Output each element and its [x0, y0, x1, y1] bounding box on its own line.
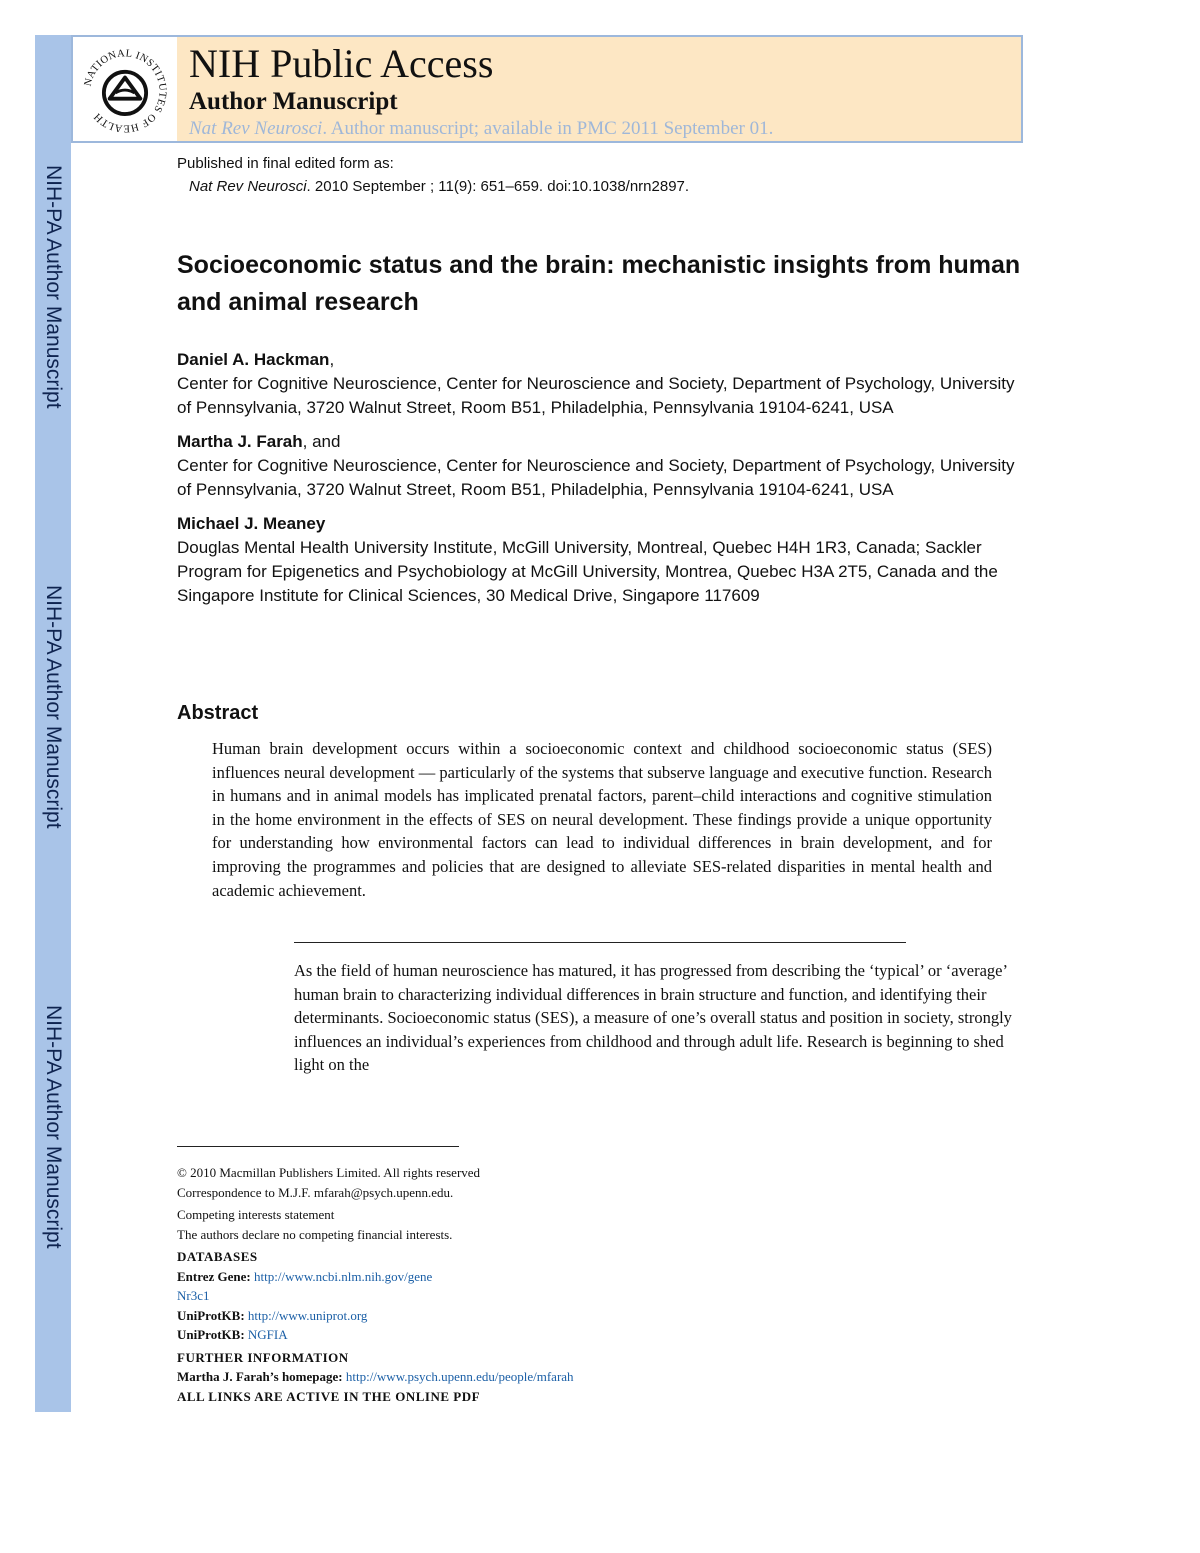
nih-logo-icon: [77, 43, 173, 139]
abstract-text: Human brain development occurs within a socioeconomic context and childhood socioeconomic status (SES) influences neural development — particularly of the systems that subserve language and executive function. Research in humans and in animal models has implicated prenatal factors, parent–child interactions and cognitive stimulation in the home environment in the effects of SES on neural development. These findings provide a unique opportunity for understanding how environmental factors can lead to individual differences in brain development, and for improving the programmes and policies that are designed to alleviate SES-related disparities in mental health and academic achievement.: [212, 739, 992, 900]
competing-text: The authors declare no competing financial interests.: [177, 1226, 453, 1242]
copyright-note: © 2010 Macmillan Publishers Limited. All rights reserved: [177, 1165, 481, 1180]
header-box: [71, 35, 1023, 143]
entrez-link[interactable]: http://www.ncbi.nlm.nih.gov/gene: [254, 1268, 433, 1284]
header-banner: [177, 37, 1021, 141]
ngfia-link[interactable]: NGFIA: [247, 1327, 288, 1342]
databases-heading: DATABASES: [177, 1249, 258, 1264]
publication-info: Published in final edited form as: Nat Rev Neurosci. 2010 September ; 11(9): 651–659. doi:10.1038/nrn2897.: [177, 155, 690, 195]
svg-text:NATIONAL INSTITUTES OF HEALTH: NATIONAL INSTITUTES OF HEALTH: [82, 48, 168, 134]
author-affiliation: Douglas Mental Health University Institute, McGill University, Montreal, Quebec H4H 1R3, Canada; Sackler Program for Epigenetics and Psychobiology at McGill University, Montrea, Quebec H3A 2T5, Canada and the Singapore Institute for Clinical Sciences, 30 Medical Drive, Singapore 117609: [177, 538, 998, 605]
further-info-heading: FURTHER INFORMATION: [177, 1349, 349, 1365]
article-title: Socioeconomic status and the brain: mechanistic insights from human and animal research: [177, 251, 1021, 316]
author-entry: Martha J. Farah, and Center for Cognitive Neuroscience, Center for Neuroscience and Society, Department of Psychology, University of Pennsylvania, 3720 Walnut Street, Room B51, Philadelphia, Pennsylvania 19104-6241, USA: [177, 430, 1017, 502]
footnotes: © 2010 Macmillan Publishers Limited. All rights reserved Correspondence to M.J.F. mfarah@psych.upenn.edu. Competing interests statement The authors declare no competing financial interests. DATABASES Entrez Gene: http://www.ncbi.nlm.nih.gov/gene Nr3c1 UniProtKB: http://www.uniprot.org UniProtKB: NGFIA FURTHER INFORMATION Martha J. Farah’s homepage: http://www.psych.upenn.edu/people/mfarah ALL LINKS ARE ACTIVE IN THE ONLINE PDF: [177, 1163, 877, 1406]
nr3c1-link[interactable]: Nr3c1: [177, 1288, 210, 1303]
author-list: [177, 348, 1017, 618]
author-affiliation: Center for Cognitive Neuroscience, Center for Neuroscience and Society, Department of Psychology, University of Pennsylvania, 3720 Walnut Street, Room B51, Philadelphia, Pennsylvania 19104-6241, USA: [177, 456, 1015, 499]
author-entry: Michael J. Meaney Douglas Mental Health University Institute, McGill University, Montreal, Quebec H4H 1R3, Canada; Sackler Program for Epigenetics and Psychobiology at McGill University, Montrea, Quebec H3A 2T5, Canada and the Singapore Institute for Clinical Sciences, 30 Medical Drive, Singapore 117609: [177, 512, 1017, 608]
nih-public-access-title: NIH Public Access: [189, 41, 494, 86]
homepage-link[interactable]: http://www.psych.upenn.edu/people/mfarah: [345, 1369, 574, 1384]
footnote-divider: [177, 1146, 459, 1147]
links-note: ALL LINKS ARE ACTIVE IN THE ONLINE PDF: [177, 1388, 481, 1404]
availability-note: Nat Rev Neurosci. Author manuscript; available in PMC 2011 September 01.: [189, 118, 774, 139]
abstract-heading: Abstract: [177, 702, 259, 724]
author-affiliation: Center for Cognitive Neuroscience, Center for Neuroscience and Society, Department of Psychology, University of Pennsylvania, 3720 Walnut Street, Room B51, Philadelphia, Pennsylvania 19104-6241, USA: [177, 374, 1015, 417]
competing-heading: Competing interests statement: [177, 1207, 335, 1222]
correspondence-note: Correspondence to M.J.F. mfarah@psych.upenn.edu.: [177, 1184, 454, 1200]
uniprot-link[interactable]: http://www.uniprot.org: [247, 1307, 368, 1323]
author-manuscript-label: Author Manuscript: [189, 88, 398, 115]
intro-paragraph: As the field of human neuroscience has matured, it has progressed from describing the ‘typical’ or ‘average’ human brain to characterizing individual differences in brain structure and function, and identifying their determinants. Socioeconomic status (SES), a measure of one’s overall status and position in society, strongly influences an individual’s experiences from childhood and through adult life. Research is beginning to shed light on the: [294, 961, 1012, 1075]
author-entry: Daniel A. Hackman, Center for Cognitive Neuroscience, Center for Neuroscience and Society, Department of Psychology, University of Pennsylvania, 3720 Walnut Street, Room B51, Philadelphia, Pennsylvania 19104-6241, USA: [177, 348, 1017, 420]
divider: [294, 942, 906, 943]
